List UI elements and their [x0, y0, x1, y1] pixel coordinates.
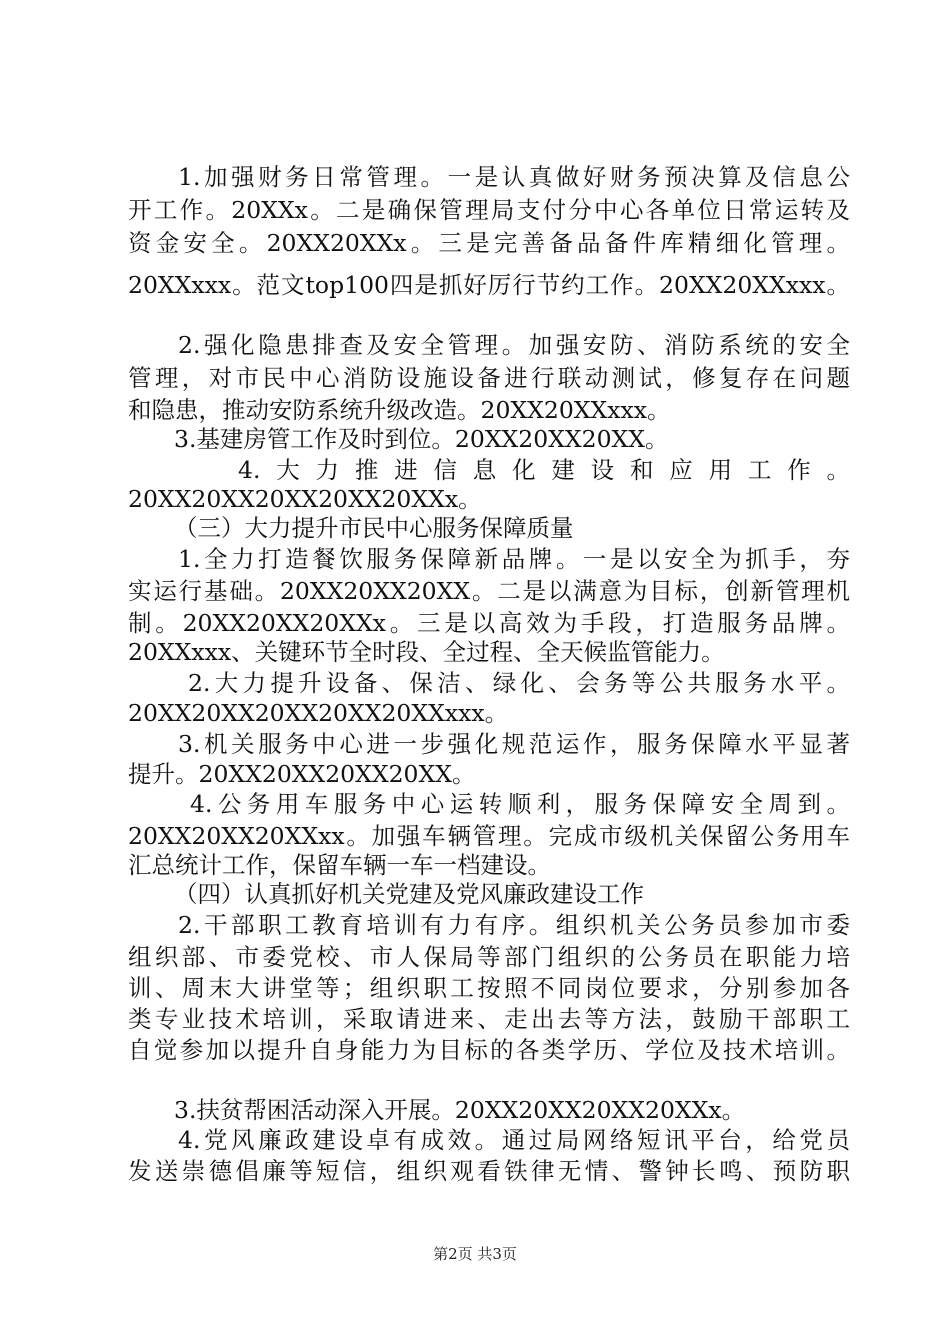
- paragraph-line: 2.干部职工教育培训有力有序。组织机关公务员参加市委: [178, 911, 850, 939]
- paragraph-line: 1.加强财务日常管理。一是认真做好财务预决算及信息公: [178, 163, 850, 191]
- paragraph-line: 20XX20XX20XX20XX20XXx。: [128, 485, 482, 513]
- paragraph-line: 自觉参加以提升自身能力为目标的各类学历、学位及技术培训。: [128, 1036, 850, 1064]
- paragraph-line: 训、周末大讲堂等；组织职工按照不同岗位要求，分别参加各: [128, 974, 850, 1002]
- paragraph-line: 实运行基础。20XX20XX20XX。二是以满意为目标，创新管理机: [128, 577, 850, 605]
- paragraph-line: 20XXxxx、关键环节全时段、全过程、全天候监管能力。: [128, 638, 725, 666]
- section-heading: （四）认真抓好机关党建及党风廉政建设工作: [174, 880, 644, 908]
- paragraph-line: 制。20XX20XX20XXx。三是以高效为手段，打造服务品牌。: [128, 609, 850, 637]
- paragraph-line: 开工作。20XXx。二是确保管理局支付分中心各单位日常运转及: [128, 196, 850, 224]
- paragraph-line: 4.党风廉政建设卓有成效。通过局网络短讯平台，给党员: [178, 1126, 850, 1154]
- paragraph-line: 20XX20XX20XX20XX20XXxxx。: [128, 699, 509, 727]
- paragraph-line: 提升。20XX20XX20XX20XX。: [128, 760, 476, 788]
- paragraph-line: 20XXxxx。范文top100四是抓好厉行节约工作。20XX20XXxxx。: [128, 271, 850, 299]
- paragraph-line: 管理，对市民中心消防设施设备进行联动测试，修复存在问题: [128, 364, 850, 392]
- paragraph-line: 组织部、市委党校、市人保局等部门组织的公务员在职能力培: [128, 943, 850, 971]
- paragraph-line: 和隐患，推动安防系统升级改造。20XX20XXxxx。: [128, 396, 671, 424]
- paragraph-line: 1.全力打造餐饮服务保障新品牌。一是以安全为抓手，夯: [178, 545, 850, 573]
- paragraph-line: 4.公务用车服务中心运转顺利，服务保障安全周到。: [190, 790, 850, 818]
- paragraph-line: 20XX20XX20XXxx。加强车辆管理。完成市级机关保留公务用车: [128, 822, 850, 850]
- paragraph-line: 资金安全。20XX20XXx。三是完善备品备件库精细化管理。: [128, 229, 850, 257]
- paragraph-line: 发送崇德倡廉等短信，组织观看铁律无情、警钟长鸣、预防职: [128, 1157, 850, 1185]
- paragraph-line: 3.机关服务中心进一步强化规范运作，服务保障水平显著: [178, 730, 850, 758]
- paragraph-line: 3.扶贫帮困活动深入开展。20XX20XX20XX20XXx。: [174, 1096, 746, 1124]
- paragraph-line: 汇总统计工作，保留车辆一车一档建设。: [128, 851, 551, 879]
- paragraph-line: 4.大力推进信息化建设和应用工作。: [238, 456, 850, 484]
- paragraph-line: 类专业技术培训，采取请进来、走出去等方法，鼓励干部职工: [128, 1005, 850, 1033]
- section-heading: （三）大力提升市民中心服务保障质量: [174, 514, 574, 542]
- paragraph-line: 2.强化隐患排查及安全管理。加强安防、消防系统的安全: [178, 331, 850, 359]
- page-footer: 第2页 共3页: [433, 1245, 517, 1263]
- paragraph-line: 3.基建房管工作及时到位。20XX20XX20XX。: [174, 425, 669, 453]
- paragraph-line: 2.大力提升设备、保洁、绿化、会务等公共服务水平。: [188, 669, 850, 697]
